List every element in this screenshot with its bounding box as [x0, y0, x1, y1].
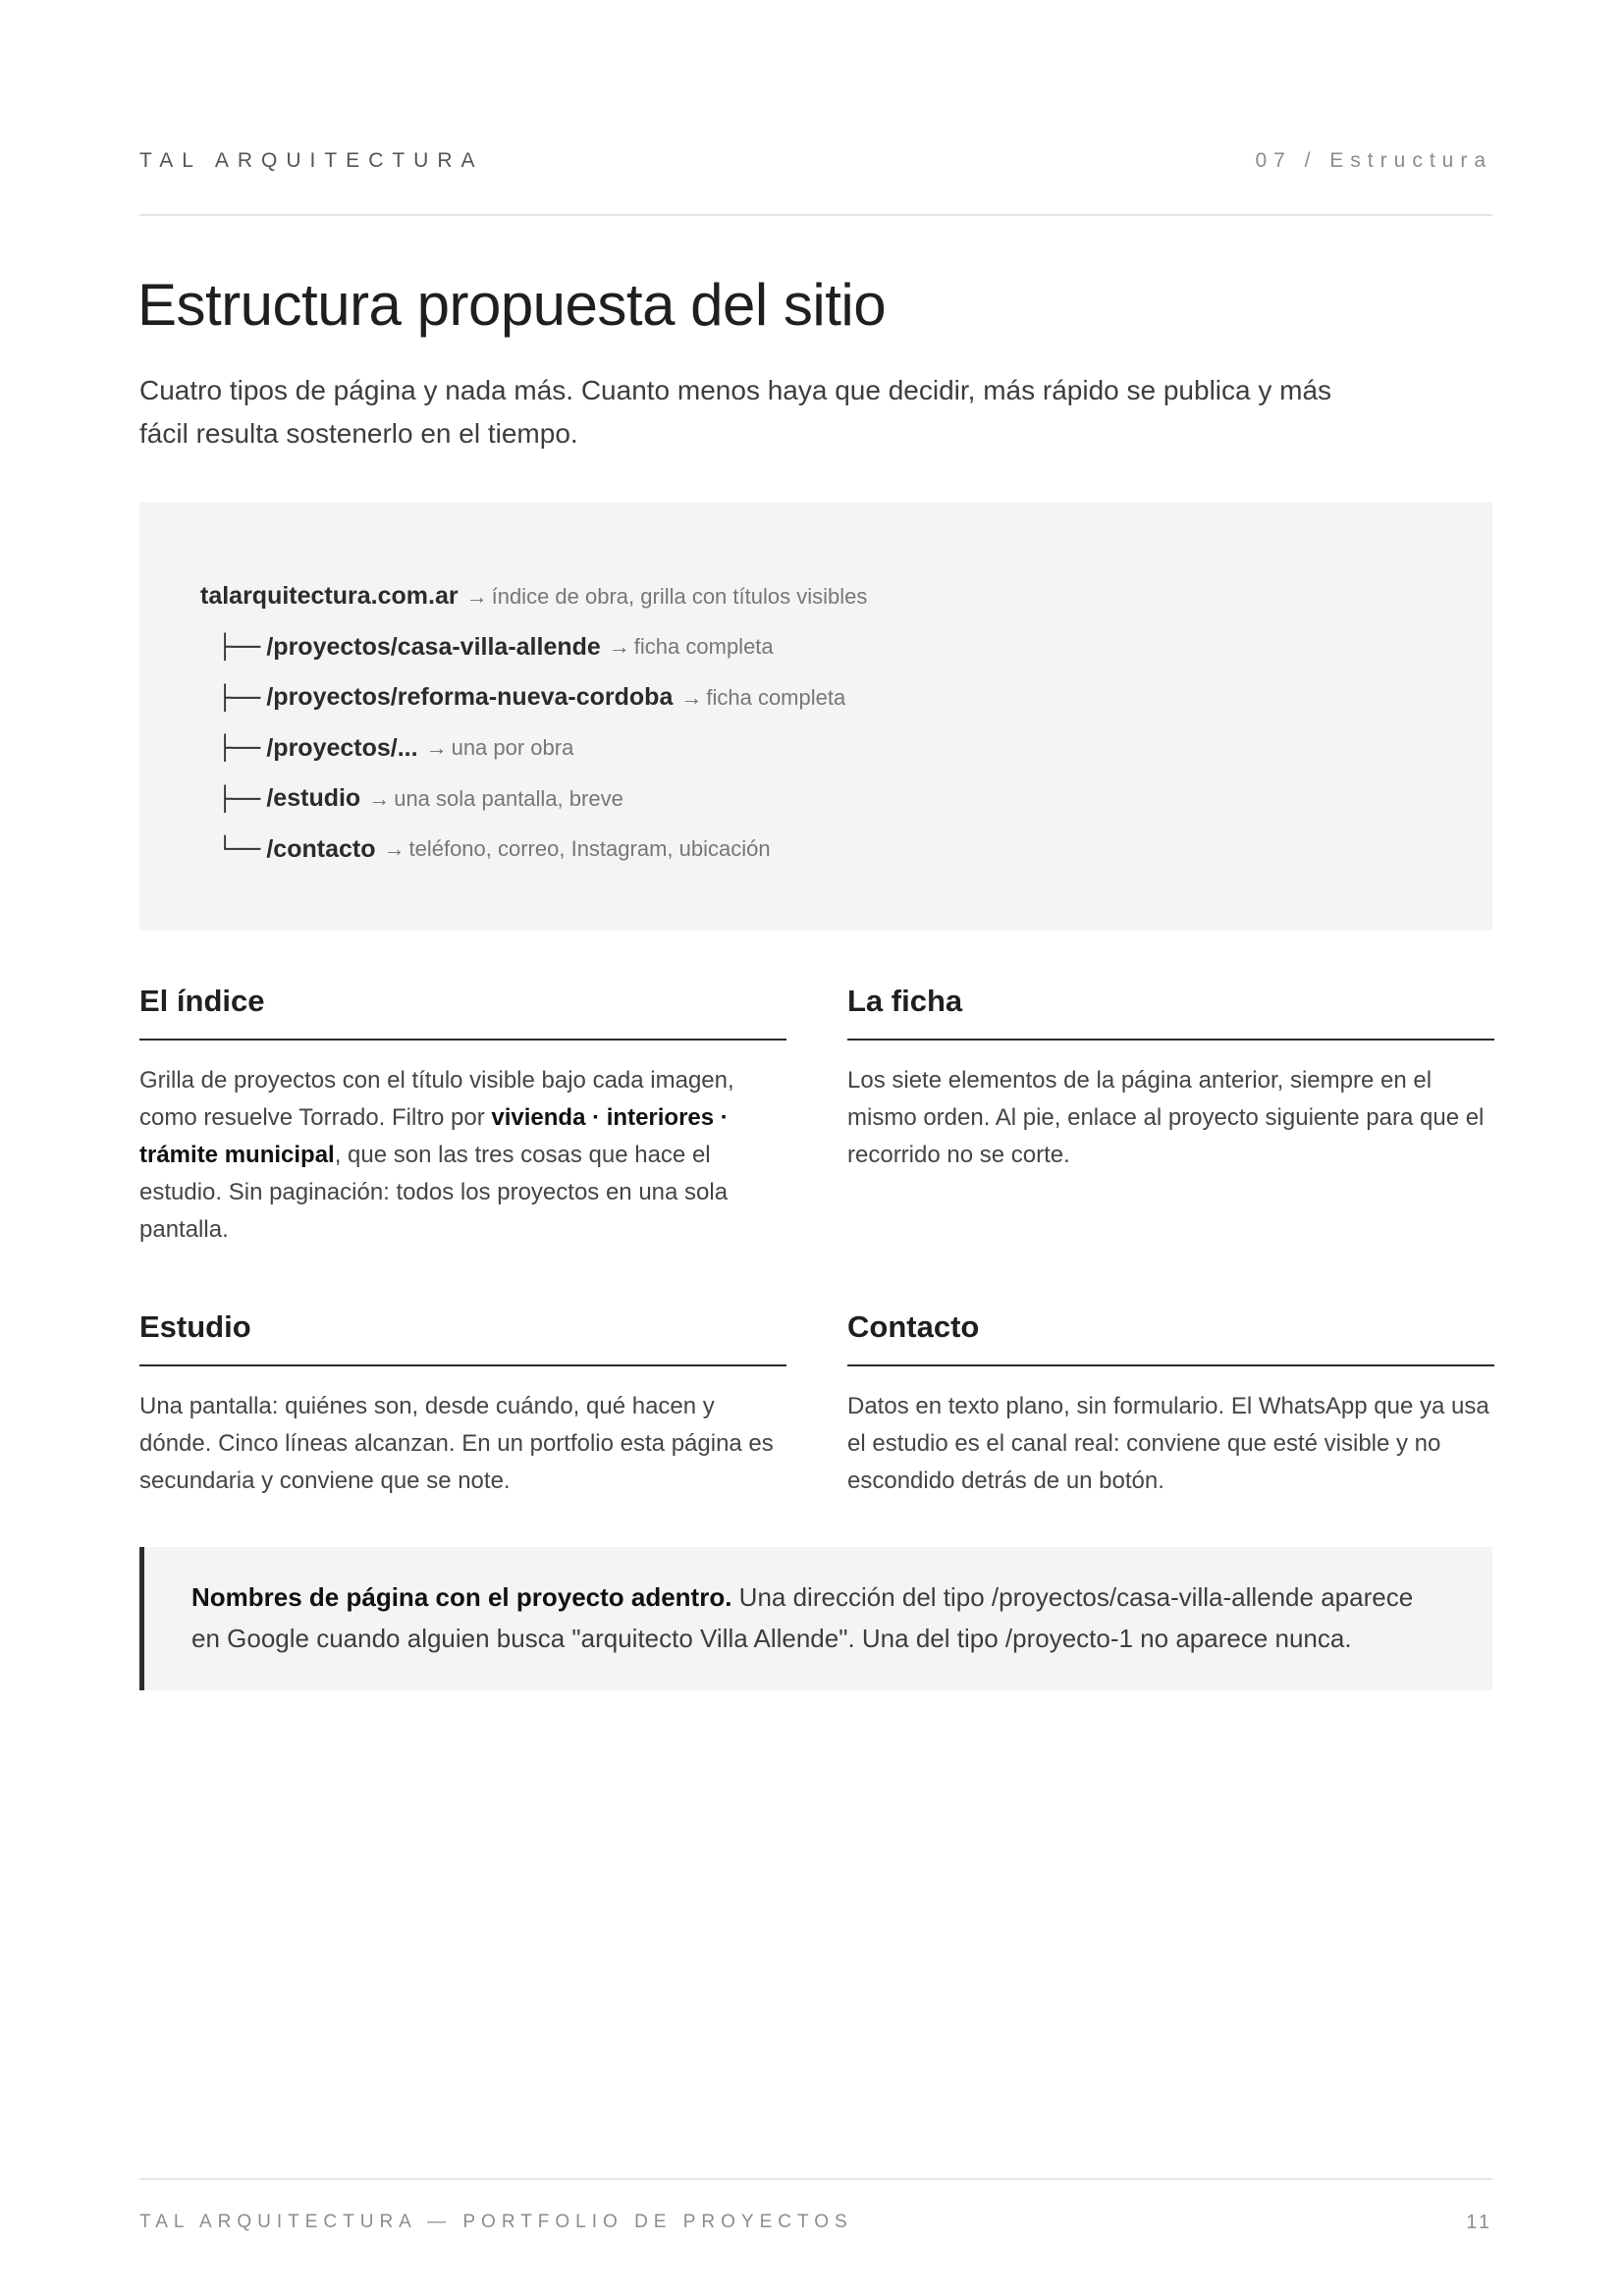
tree-branch-icon: ├── — [218, 784, 261, 813]
callout-text: Una dirección del tipo /proyectos/casa-villa-allende aparece en Google cuando alguien busca "arquitecto Villa Allende". Una del tipo /proyecto-1 no aparece nunca. — [191, 1582, 1414, 1653]
sitemap-box — [139, 503, 1492, 931]
sitemap-path: /contacto — [266, 834, 376, 863]
page-number: 11 — [1466, 2212, 1492, 2233]
sitemap-root-row — [200, 571, 1492, 622]
sitemap-row — [200, 774, 1492, 825]
footer-text: TAL ARQUITECTURA — PORTFOLIO DE PROYECTOS — [139, 2212, 853, 2232]
card-indice — [139, 984, 786, 1249]
arrow-icon: → — [383, 836, 406, 862]
card-contacto — [847, 1309, 1494, 1500]
card-text: Datos en texto plano, sin formulario. El WhatsApp que ya usa el estudio es el canal real: conviene que esté visible y no escondido detrás de un botón. — [847, 1393, 1489, 1494]
sitemap-path: /estudio — [266, 784, 361, 813]
card-text — [139, 1041, 786, 1249]
sitemap-path: /proyectos/casa-villa-allende — [266, 632, 601, 661]
callout-emphasis: Nombres de página con el proyecto adentro. — [191, 1582, 732, 1612]
tree-branch-icon: ├── — [218, 683, 261, 712]
card-title: Estudio — [139, 1309, 786, 1366]
sitemap-path: talarquitectura.com.ar — [200, 582, 459, 611]
sitemap-note: ficha completa — [706, 684, 846, 710]
sitemap-note: ficha completa — [633, 634, 774, 660]
sitemap-note: índice de obra, grilla con títulos visibles — [491, 583, 868, 609]
running-footer — [139, 2178, 1492, 2259]
sitemap-row — [200, 672, 1492, 723]
card-text: Los siete elementos de la página anterior, siempre en el mismo orden. Al pie, enlace al proyecto siguiente para que el recorrido no se corte. — [847, 1067, 1485, 1168]
arrow-icon: → — [425, 735, 448, 761]
sitemap-row — [200, 825, 1492, 876]
arrow-icon: → — [368, 785, 391, 811]
card-ficha — [847, 984, 1494, 1174]
card-text-emphasis: vivienda · interiores · trámite municipal — [139, 1104, 729, 1168]
sitemap-note: una sola pantalla, breve — [394, 785, 623, 811]
header-section: 07 / Estructura — [1255, 149, 1492, 172]
tree-branch-icon: ├── — [218, 734, 261, 763]
card-text-part: Grilla de proyectos con el título visible bajo cada imagen, como resuelve Torrado. Filtro por — [139, 1067, 734, 1131]
header-brand: TAL ARQUITECTURA — [139, 149, 484, 172]
sitemap-note: una por obra — [451, 735, 574, 761]
sitemap-row — [200, 723, 1492, 774]
arrow-icon: → — [608, 634, 630, 660]
card-estudio — [139, 1309, 786, 1500]
tree-last-branch-icon: └── — [218, 835, 261, 864]
running-header — [139, 143, 1492, 216]
card-title: Contacto — [847, 1309, 1494, 1366]
callout-note — [139, 1547, 1492, 1690]
card-text-part: , que son las tres cosas que hace el estudio. Sin paginación: todos los proyectos en una sola pantalla. — [139, 1142, 729, 1243]
card-title: El índice — [139, 984, 786, 1041]
arrow-icon: → — [680, 684, 703, 710]
sitemap-row — [200, 622, 1492, 673]
card-text: Una pantalla: quiénes son, desde cuándo, qué hacen y dónde. Cinco líneas alcanzan. En un portfolio esta página es secundaria y conviene que se note. — [139, 1393, 774, 1494]
sitemap-note: teléfono, correo, Instagram, ubicación — [408, 836, 771, 862]
intro-paragraph: Cuatro tipos de página y nada más. Cuanto menos haya que decidir, más rápido se publica y más fácil resulta sostenerlo en el tiempo. — [139, 375, 1332, 449]
sitemap-path: /proyectos/reforma-nueva-cordoba — [266, 683, 674, 712]
sitemap-path: /proyectos/... — [266, 733, 418, 762]
tree-branch-icon: ├── — [218, 633, 261, 662]
arrow-icon: → — [465, 583, 488, 609]
card-title: La ficha — [847, 984, 1494, 1041]
page-title: Estructura propuesta del sitio — [137, 272, 887, 338]
